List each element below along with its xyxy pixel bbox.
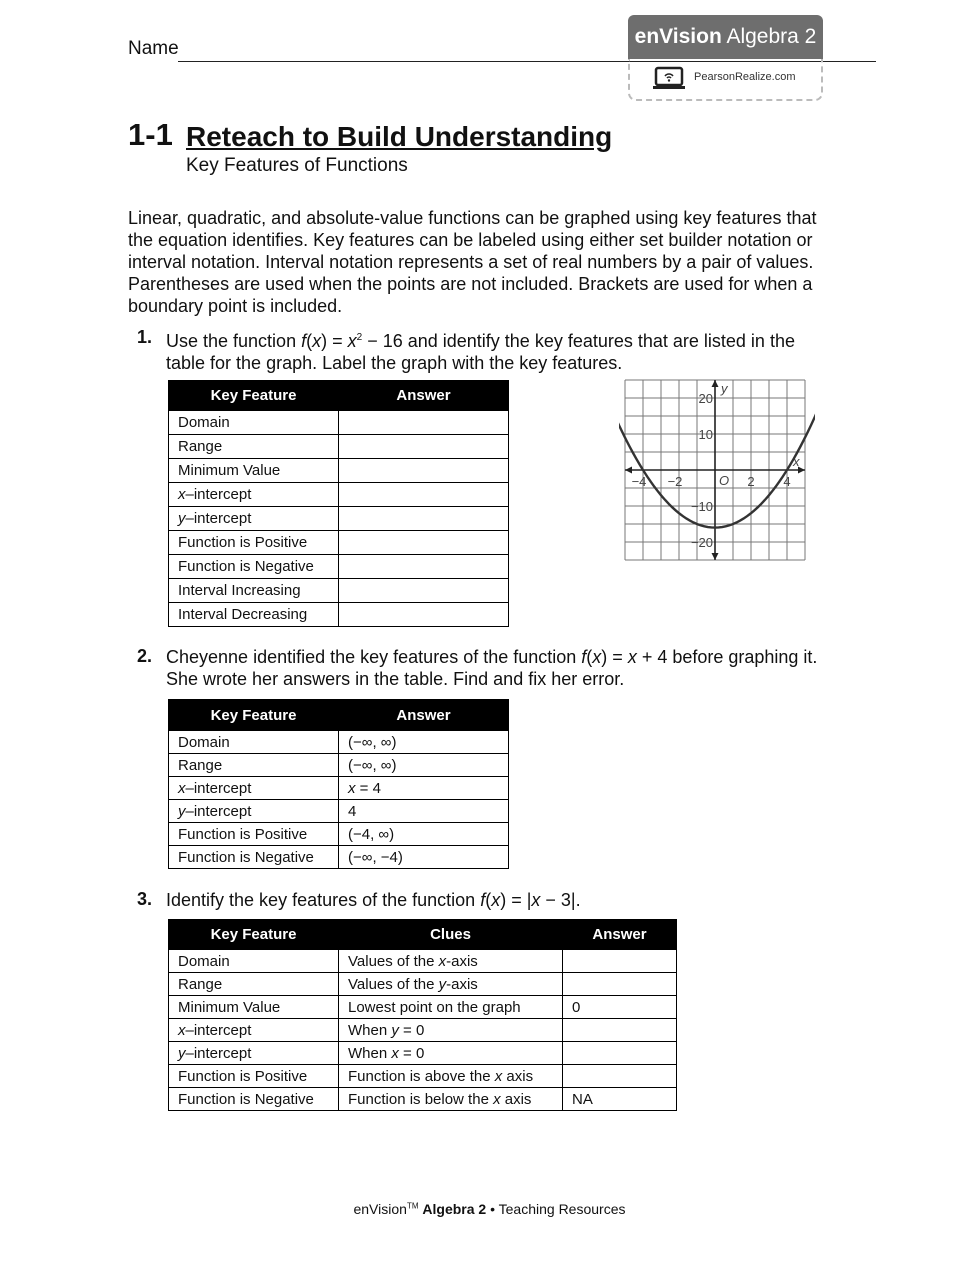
q1-text-b: − 16 and identify the key features that are listed in the table for the graph. Label the graph with the key features.	[166, 331, 795, 373]
y-axis-label: y	[721, 381, 728, 396]
answer-cell[interactable]	[339, 483, 509, 507]
feature-cell	[169, 950, 339, 973]
table-row	[169, 950, 677, 973]
y-tick-label: 20	[698, 391, 713, 406]
feature-label: Domain	[178, 733, 230, 751]
feature-cell	[169, 800, 339, 823]
brand-badge	[628, 15, 823, 101]
feature-cell	[169, 435, 339, 459]
answer-value: = 4	[355, 779, 381, 797]
y-tick-label: −20	[690, 535, 713, 550]
feature-cell	[169, 777, 339, 800]
feature-label: Domain	[178, 414, 230, 431]
feature-label: Minimum Value	[178, 462, 281, 479]
brand-prefix: enVision	[634, 25, 722, 48]
clue-text-b: axis	[500, 1090, 532, 1108]
feature-label: Interval Decreasing	[178, 606, 308, 623]
answer-cell[interactable]	[563, 1019, 677, 1042]
feature-cell	[169, 459, 339, 483]
table-row	[169, 555, 509, 579]
clue-cell	[339, 1065, 563, 1088]
clue-text-a: Values of the	[348, 952, 439, 970]
q3-x2: x	[531, 890, 541, 910]
answer-cell[interactable]	[339, 846, 509, 869]
answer-cell[interactable]	[339, 555, 509, 579]
x-axis-label: x	[793, 454, 800, 469]
clue-text-b: axis	[502, 1067, 534, 1085]
clue-text-b: -axis	[446, 975, 478, 993]
q3-text-a: Identify the key features of the function	[166, 890, 481, 910]
q2-header-answer: Answer	[339, 700, 509, 731]
answer-cell[interactable]	[339, 603, 509, 627]
clue-text-a: Function is below the	[348, 1090, 494, 1108]
feature-label: Range	[178, 756, 223, 774]
footer-sep: •	[486, 1201, 499, 1217]
q2-text	[166, 646, 826, 690]
feature-cell	[169, 731, 339, 754]
feature-label: Domain	[178, 952, 230, 970]
q1-lp: (	[306, 331, 313, 351]
table-row	[169, 507, 509, 531]
answer-cell[interactable]	[563, 973, 677, 996]
feature-label: –intercept	[185, 1044, 252, 1062]
q2-f: f	[581, 647, 587, 667]
feature-label: –intercept	[185, 486, 252, 503]
table-row	[169, 435, 509, 459]
table-row	[169, 483, 509, 507]
q1-mid: ) =	[321, 331, 348, 351]
answer-value: (−∞, ∞)	[348, 733, 397, 751]
answer-value: (−∞, −4)	[348, 848, 403, 866]
q3-f: f	[480, 890, 486, 910]
answer-cell[interactable]	[339, 507, 509, 531]
feature-label: Function is Negative	[178, 848, 314, 866]
q2-table	[168, 699, 509, 869]
clue-cell	[339, 950, 563, 973]
clue-text-a: When	[348, 1044, 392, 1062]
feature-cell	[169, 846, 339, 869]
clue-text-a: Values of the	[348, 975, 439, 993]
curve-arrows	[619, 401, 815, 409]
q3-header-clues: Clues	[339, 920, 563, 950]
feature-label: –intercept	[185, 1021, 252, 1039]
q2-x: x	[592, 647, 602, 667]
answer-cell[interactable]	[339, 459, 509, 483]
feature-cell	[169, 507, 339, 531]
q3-lp: (	[485, 890, 492, 910]
clue-var: x	[391, 1044, 399, 1062]
x-tick-label: 4	[783, 474, 791, 489]
origin-label: O	[719, 473, 730, 488]
feature-label: Range	[178, 975, 223, 993]
q1-x: x	[312, 331, 322, 351]
feature-cell	[169, 603, 339, 627]
page-title: Reteach to Build Understanding	[186, 121, 613, 152]
feature-label: Range	[178, 438, 223, 455]
footer	[0, 1201, 979, 1217]
feature-label: Interval Increasing	[178, 582, 301, 599]
parabola-curve	[619, 401, 815, 528]
x-tick-label: −4	[631, 474, 647, 489]
q3-table	[168, 919, 677, 1111]
table-row	[169, 973, 677, 996]
clue-var: y	[438, 975, 447, 993]
clue-text-b: = 0	[398, 1021, 425, 1039]
feature-var: x	[178, 486, 186, 503]
table-row	[169, 1065, 677, 1088]
feature-label: –intercept	[185, 779, 252, 797]
q2-text-a: Cheyenne identified the key features of the function	[166, 647, 582, 667]
answer-cell[interactable]: NA	[563, 1088, 677, 1111]
feature-label: Minimum Value	[178, 998, 281, 1016]
footer-brand: enVision	[353, 1201, 407, 1217]
answer-var: x	[348, 779, 356, 797]
clue-var: y	[391, 1021, 399, 1039]
q1-table	[168, 380, 509, 627]
q1-header-feature: Key Feature	[169, 381, 339, 411]
feature-var: y	[178, 1044, 186, 1062]
q2-mid: ) =	[601, 647, 628, 667]
clue-cell	[339, 1088, 563, 1111]
table-row	[169, 754, 509, 777]
table-row	[169, 800, 509, 823]
realize-box	[628, 59, 823, 101]
q3-text	[166, 889, 826, 911]
table-row	[169, 1019, 677, 1042]
x-tick-label: 2	[747, 474, 755, 489]
feature-cell	[169, 754, 339, 777]
feature-cell	[169, 531, 339, 555]
realize-label: PearsonRealize.com	[694, 71, 796, 83]
feature-label: Function is Negative	[178, 558, 314, 575]
q1-x2: x	[347, 331, 357, 351]
answer-cell[interactable]	[339, 435, 509, 459]
clue-var: x	[494, 1067, 503, 1085]
answer-cell[interactable]	[339, 531, 509, 555]
q1-exp: 2	[356, 332, 363, 343]
q2-lp: (	[586, 647, 593, 667]
footer-tm: TM	[406, 1201, 419, 1211]
clue-cell	[339, 1019, 563, 1042]
q1-graph	[619, 374, 815, 566]
feature-var: x	[178, 779, 186, 797]
feature-label: Function is Positive	[178, 825, 308, 843]
answer-cell[interactable]	[339, 800, 509, 823]
q2-text-b: + 4 before graphing it. She wrote her answers in the table. Find and fix her error.	[166, 647, 818, 689]
x-tick-label: −2	[667, 474, 683, 489]
feature-cell	[169, 973, 339, 996]
feature-label: Function is Positive	[178, 534, 308, 551]
answer-cell[interactable]	[563, 950, 677, 973]
clue-var: x	[438, 952, 447, 970]
answer-cell[interactable]	[339, 777, 509, 800]
q3-number: 3.	[137, 889, 153, 909]
feature-cell	[169, 1088, 339, 1111]
feature-cell	[169, 555, 339, 579]
answer-cell[interactable]	[339, 731, 509, 754]
answer-cell[interactable]	[563, 1042, 677, 1065]
feature-cell	[169, 579, 339, 603]
feature-cell	[169, 1065, 339, 1088]
feature-label: –intercept	[185, 510, 252, 527]
name-label: Name	[128, 38, 179, 59]
intro-paragraph: Linear, quadratic, and absolute-value functions can be graphed using key features that the equation identifies. Key features can be labeled using either set builder notation or interval notation. Interval notation represents a set of real numbers by a pair of values. Parentheses are used when the points are not included. Brackets are used for when a boundary point is included.	[128, 208, 817, 316]
table-row	[169, 411, 509, 435]
answer-cell[interactable]	[339, 579, 509, 603]
q3-mid: ) = |	[500, 890, 532, 910]
footer-product: Algebra 2	[422, 1201, 487, 1217]
page-subtitle: Key Features of Functions	[186, 155, 408, 176]
feature-cell	[169, 411, 339, 435]
q1-f: f	[301, 331, 307, 351]
table-row	[169, 603, 509, 627]
y-tick-label: −10	[690, 499, 713, 514]
table-row	[169, 731, 509, 754]
table-row	[169, 996, 677, 1019]
feature-cell	[169, 823, 339, 846]
table-row	[169, 846, 509, 869]
q2-header-feature: Key Feature	[169, 700, 339, 731]
table-row	[169, 1088, 677, 1111]
q1-text-a: Use the function	[166, 331, 302, 351]
lesson-number: 1-1	[128, 117, 173, 152]
q1-text	[166, 327, 826, 374]
q3-header-answer: Answer	[563, 920, 677, 950]
clue-text-b: -axis	[446, 952, 478, 970]
feature-cell	[169, 1042, 339, 1065]
brand-logo	[628, 15, 823, 59]
q2-number: 2.	[137, 646, 153, 666]
answer-value: (−∞, ∞)	[348, 756, 397, 774]
q1-number: 1.	[137, 327, 153, 347]
table-row	[169, 777, 509, 800]
footer-resource: Teaching Resources	[498, 1201, 626, 1217]
clue-cell	[339, 996, 563, 1019]
q3-text-b: − 3|.	[540, 890, 581, 910]
table-row	[169, 1042, 677, 1065]
clue-text-b: = 0	[398, 1044, 425, 1062]
table-row	[169, 823, 509, 846]
feature-label: Function is Negative	[178, 1090, 314, 1108]
q3-header-feature: Key Feature	[169, 920, 339, 950]
brand-suffix: Algebra 2	[721, 25, 817, 48]
feature-var: y	[178, 510, 186, 527]
answer-cell[interactable]	[563, 1065, 677, 1088]
q1-header-answer: Answer	[339, 381, 509, 411]
clue-text-a: Lowest point on the graph	[348, 998, 521, 1016]
feature-var: y	[178, 802, 186, 820]
feature-cell	[169, 996, 339, 1019]
feature-label: Function is Positive	[178, 1067, 308, 1085]
table-row	[169, 459, 509, 483]
clue-text-a: Function is above the	[348, 1067, 495, 1085]
clue-cell	[339, 973, 563, 996]
answer-cell[interactable]	[339, 754, 509, 777]
clue-text-a: When	[348, 1021, 392, 1039]
feature-cell	[169, 1019, 339, 1042]
answer-cell[interactable]: 0	[563, 996, 677, 1019]
feature-var: x	[178, 1021, 186, 1039]
feature-label: –intercept	[185, 802, 252, 820]
laptop-icon	[652, 66, 686, 92]
answer-value: (−4, ∞)	[348, 825, 395, 843]
answer-value: 4	[348, 802, 357, 820]
feature-cell	[169, 483, 339, 507]
answer-cell[interactable]	[339, 823, 509, 846]
clue-cell	[339, 1042, 563, 1065]
q3-x: x	[491, 890, 501, 910]
q2-x2: x	[627, 647, 637, 667]
table-row	[169, 531, 509, 555]
table-row	[169, 579, 509, 603]
y-tick-label: 10	[698, 427, 713, 442]
answer-cell[interactable]	[339, 411, 509, 435]
clue-var: x	[493, 1090, 501, 1108]
